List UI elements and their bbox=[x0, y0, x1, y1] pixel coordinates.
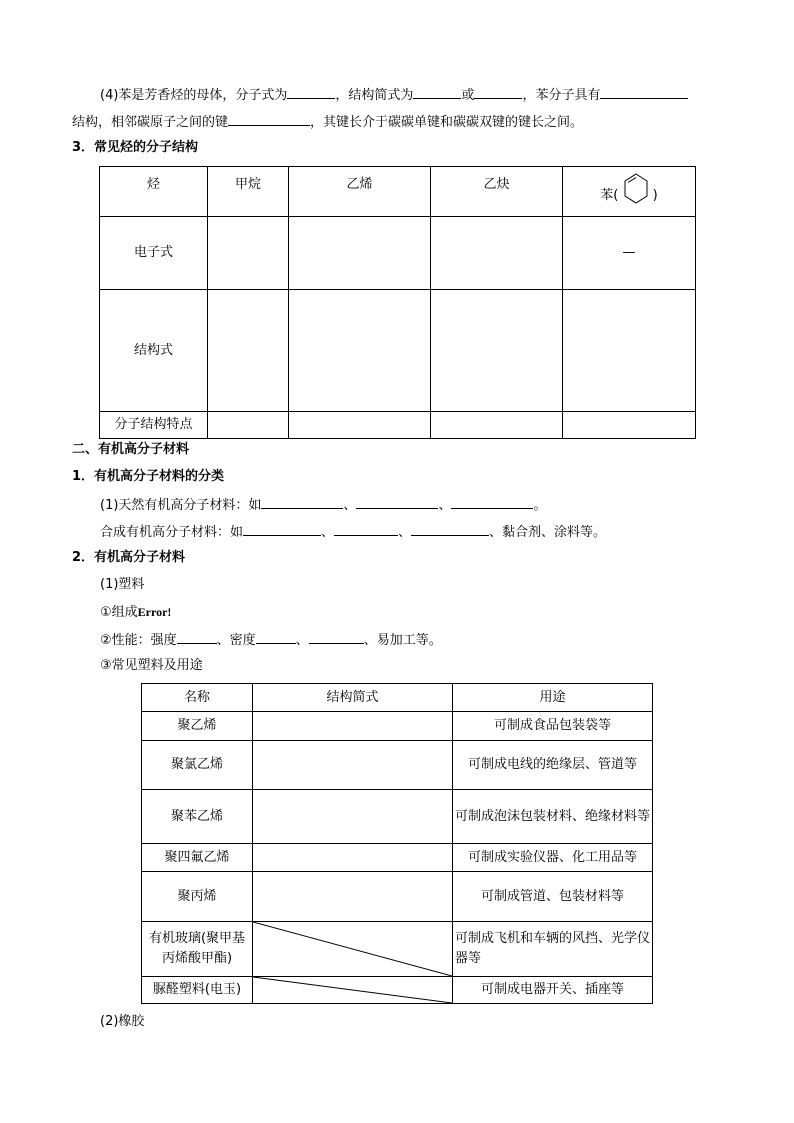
plastic-use: 可制成飞机和车辆的风挡、光学仪器等 bbox=[453, 922, 653, 977]
row-label-electron-formula: 电子式 bbox=[100, 217, 208, 290]
plastic-name: 脲醛塑料(电玉) bbox=[142, 977, 253, 1004]
blank-structure-1[interactable] bbox=[413, 84, 461, 99]
plastic-name: 有机玻璃(聚甲基丙烯酸甲酯) bbox=[142, 922, 253, 977]
error-text: Error! bbox=[137, 605, 172, 619]
synthetic-tail: 、黏合剂、涂料等。 bbox=[489, 525, 607, 540]
blank-synthetic-1[interactable] bbox=[243, 521, 321, 536]
plastic-heading: (1)塑料 bbox=[100, 577, 145, 592]
plastic-structure-crossed bbox=[253, 977, 453, 1004]
diagonal-line bbox=[253, 977, 452, 1003]
prop-tail: 、易加工等。 bbox=[363, 633, 442, 648]
header-structure: 结构简式 bbox=[253, 684, 453, 712]
cell-ethylene-features[interactable] bbox=[289, 412, 431, 439]
header-hydrocarbon: 烃 bbox=[100, 167, 208, 217]
plastic-name: 聚苯乙烯 bbox=[142, 790, 253, 844]
header-use: 用途 bbox=[453, 684, 653, 712]
plastic-use: 可制成实验仪器、化工用品等 bbox=[453, 844, 653, 872]
synthetic-label: 合成有机高分子材料：如 bbox=[100, 525, 244, 540]
section-title-polymers: 二、有机高分子材料 bbox=[72, 442, 190, 457]
blank-strength[interactable] bbox=[177, 629, 217, 644]
common-plastics-heading: ③常见塑料及用途 bbox=[100, 658, 203, 673]
diagonal-line bbox=[253, 922, 452, 976]
plastic-structure-cell[interactable] bbox=[253, 844, 453, 872]
blank-natural-1[interactable] bbox=[261, 494, 343, 509]
heading-hydrocarbon-structure: 3．常见烃的分子结构 bbox=[72, 140, 199, 155]
header-methane: 甲烷 bbox=[208, 167, 289, 217]
prop-strength: ②性能：强度 bbox=[100, 633, 177, 648]
hydrocarbon-table bbox=[99, 166, 696, 439]
cell-acetylene-electron[interactable] bbox=[431, 217, 563, 290]
natural-label: (1)天然有机高分子材料：如 bbox=[100, 498, 262, 513]
blank-property[interactable] bbox=[309, 629, 364, 644]
plastic-use: 可制成电器开关、插座等 bbox=[453, 977, 653, 1004]
prop-sep: 、 bbox=[295, 633, 309, 648]
composition-line bbox=[100, 602, 171, 623]
header-ethylene: 乙烯 bbox=[289, 167, 431, 217]
header-name: 名称 bbox=[142, 684, 253, 712]
cell-benzene-electron: — bbox=[563, 217, 696, 290]
blank-natural-2[interactable] bbox=[356, 494, 438, 509]
blank-natural-3[interactable] bbox=[451, 494, 533, 509]
header-benzene bbox=[563, 167, 696, 217]
header-acetylene: 乙炔 bbox=[431, 167, 563, 217]
benzene-ring-icon bbox=[623, 172, 649, 206]
plastics-table bbox=[141, 683, 653, 1004]
header-benzene-label: 苯( bbox=[600, 187, 619, 203]
blank-synthetic-2[interactable] bbox=[334, 521, 398, 536]
sep: 、 bbox=[343, 498, 357, 513]
sep: 、 bbox=[398, 525, 412, 540]
properties-line bbox=[100, 629, 442, 651]
q4-text-b: ，结构简式为 bbox=[335, 88, 414, 103]
plastic-structure-cell[interactable] bbox=[253, 790, 453, 844]
cell-acetylene-features[interactable] bbox=[431, 412, 563, 439]
composition-label: ①组成 bbox=[100, 605, 138, 620]
blank-bond[interactable] bbox=[228, 111, 310, 126]
sep: 、 bbox=[438, 498, 452, 513]
blank-structure-type[interactable] bbox=[600, 84, 688, 99]
plastic-structure-cell[interactable] bbox=[253, 741, 453, 790]
blank-density[interactable] bbox=[256, 629, 296, 644]
q4-text-d: ，苯分子具有 bbox=[522, 88, 601, 103]
plastic-name: 聚四氟乙烯 bbox=[142, 844, 253, 872]
synthetic-polymers-line bbox=[100, 521, 606, 543]
plastic-structure-cell[interactable] bbox=[253, 712, 453, 741]
cell-acetylene-structure[interactable] bbox=[431, 290, 563, 412]
plastic-use: 可制成管道、包装材料等 bbox=[453, 872, 653, 922]
cell-ethylene-structure[interactable] bbox=[289, 290, 431, 412]
rubber-heading: (2)橡胶 bbox=[100, 1014, 145, 1029]
plastic-structure-crossed bbox=[253, 922, 453, 977]
cell-benzene-structure[interactable] bbox=[563, 290, 696, 412]
heading-polymer-classification: 1．有机高分子材料的分类 bbox=[72, 469, 225, 484]
blank-structure-2[interactable] bbox=[474, 84, 522, 99]
q4-text-c: 或 bbox=[461, 88, 475, 103]
q4-line-2 bbox=[72, 111, 583, 133]
q4-text-e: 结构，相邻碳原子之间的键 bbox=[72, 115, 229, 130]
header-benzene-close: ) bbox=[652, 187, 658, 203]
cell-benzene-features[interactable] bbox=[563, 412, 696, 439]
row-label-structural-formula: 结构式 bbox=[100, 290, 208, 412]
q4-line-1 bbox=[100, 84, 688, 106]
heading-polymer-materials: 2．有机高分子材料 bbox=[72, 550, 186, 565]
q4-text-f: ，其键长介于碳碳单键和碳碳双键的键长之间。 bbox=[310, 115, 584, 130]
plastic-name: 聚丙烯 bbox=[142, 872, 253, 922]
plastic-use: 可制成电线的绝缘层、管道等 bbox=[453, 741, 653, 790]
cell-methane-electron[interactable] bbox=[208, 217, 289, 290]
blank-formula[interactable] bbox=[287, 84, 335, 99]
cell-ethylene-electron[interactable] bbox=[289, 217, 431, 290]
plastic-use: 可制成泡沫包装材料、绝缘材料等 bbox=[453, 790, 653, 844]
cell-methane-features[interactable] bbox=[208, 412, 289, 439]
q4-text-a: (4)苯是芳香烃的母体，分子式为 bbox=[100, 88, 288, 103]
plastic-use: 可制成食品包装袋等 bbox=[453, 712, 653, 741]
period: 。 bbox=[533, 498, 547, 513]
natural-polymers-line bbox=[100, 494, 546, 516]
cell-methane-structure[interactable] bbox=[208, 290, 289, 412]
plastic-name: 聚氯乙烯 bbox=[142, 741, 253, 790]
plastic-name: 聚乙烯 bbox=[142, 712, 253, 741]
plastic-structure-cell[interactable] bbox=[253, 872, 453, 922]
prop-density: 、密度 bbox=[216, 633, 256, 648]
blank-synthetic-3[interactable] bbox=[411, 521, 489, 536]
row-label-molecular-features: 分子结构特点 bbox=[100, 412, 208, 439]
sep: 、 bbox=[321, 525, 335, 540]
